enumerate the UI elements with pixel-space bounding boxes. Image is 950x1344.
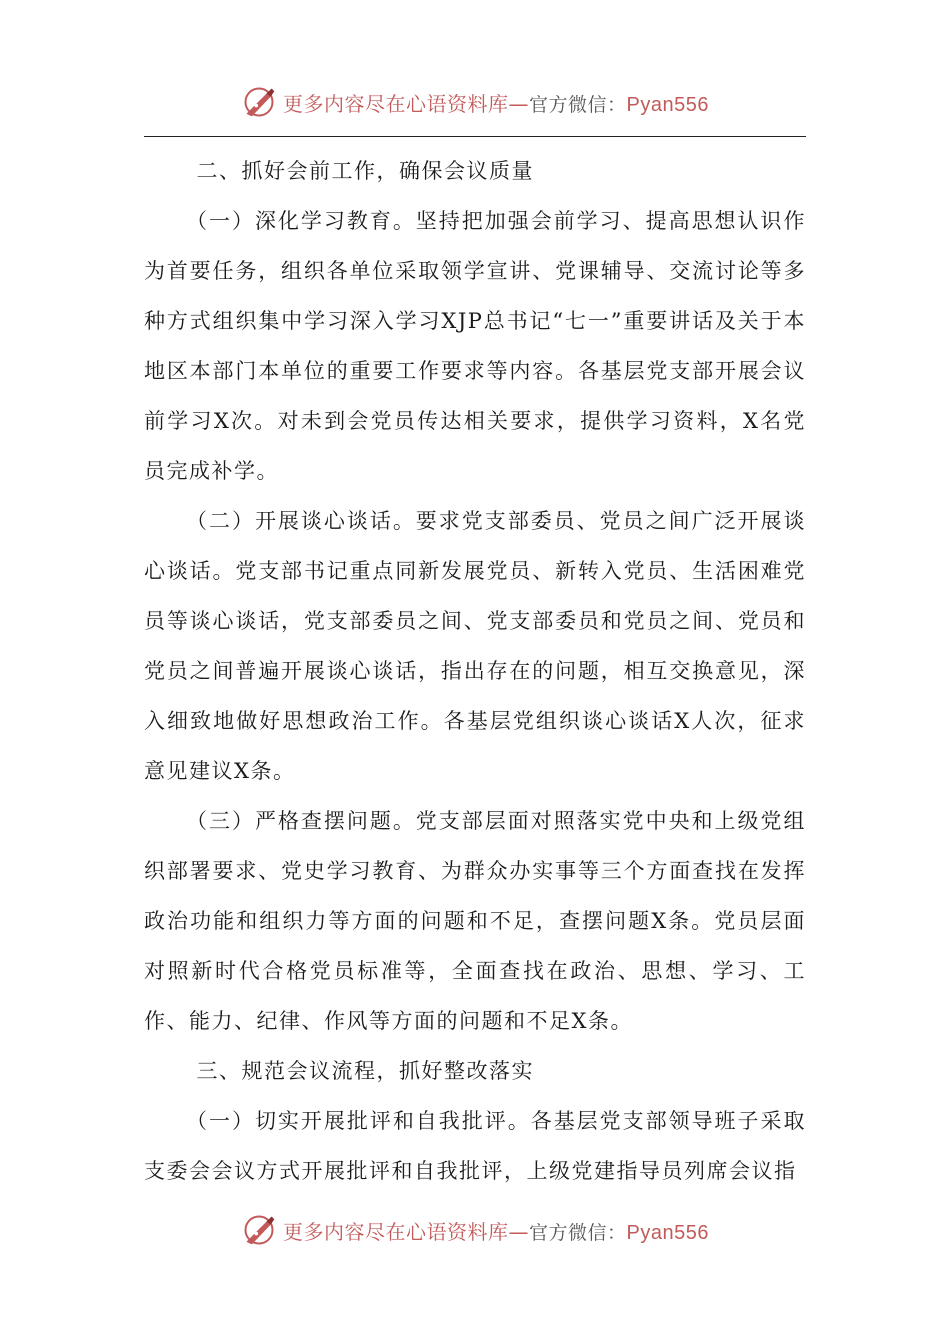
section-heading-3: 三、规范会议流程，抓好整改落实 <box>196 1059 534 1083</box>
banner-text <box>283 88 709 117</box>
section-heading-2: 二、抓好会前工作，确保会议质量 <box>196 159 534 183</box>
paragraph-talks: （二）开展谈心谈话。要求党支部委员、党员之间广泛开展谈心谈话。党支部书记重点同新发展党员、新转入党员、生活困难党员等谈心谈话，党支部委员之间、党支部委员和党员之间、党员和党员之间普遍开展谈心谈话，指出存在的问题，相互交换意见，深入细致地做好思想政治工作。各基层党组织谈心谈话X人次，征求意见建议X条。 <box>144 509 806 783</box>
banner-wechat-id: Pyan556 <box>626 1221 709 1244</box>
pen-nib-logo-icon <box>241 84 277 120</box>
header-divider <box>144 136 806 137</box>
pen-nib-logo-icon <box>241 1212 277 1248</box>
banner-site-text: 更多内容尽在心语资料库 <box>283 1219 509 1244</box>
banner-wechat-label: 官方微信： <box>529 1221 627 1244</box>
banner-wechat-id: Pyan556 <box>626 93 709 116</box>
banner-text <box>283 1216 709 1245</box>
banner-separator: — <box>508 91 529 116</box>
paragraph-criticism: （一）切实开展批评和自我批评。各基层党支部领导班子采取支委会会议方式开展批评和自我批评，上级党建指导员列席会议指 <box>144 1109 806 1183</box>
paragraph-problems: （三）严格查摆问题。党支部层面对照落实党中央和上级党组织部署要求、党史学习教育、为群众办实事等三个方面查找在发挥政治功能和组织力等方面的问题和不足，查摆问题X条。党员层面对照新时代合格党员标准等，全面查找在政治、思想、学习、工作、能力、纪律、作风等方面的问题和不足X条。 <box>144 809 806 1033</box>
paragraph-study: （一）深化学习教育。坚持把加强会前学习、提高思想认识作为首要任务，组织各单位采取领学宣讲、党课辅导、交流讨论等多种方式组织集中学习深入学习XJP总书记“七一”重要讲话及关于本地区本部门本单位的重要工作要求等内容。各基层党支部开展会议前学习X次。对未到会党员传达相关要求，提供学习资料，X名党员完成补学。 <box>144 209 806 483</box>
banner-wechat-label: 官方微信： <box>529 93 627 116</box>
document-body <box>144 146 806 1196</box>
header-banner <box>0 80 950 124</box>
footer-banner <box>0 1208 950 1252</box>
banner-separator: — <box>508 1219 529 1244</box>
banner-site-text: 更多内容尽在心语资料库 <box>283 91 509 116</box>
